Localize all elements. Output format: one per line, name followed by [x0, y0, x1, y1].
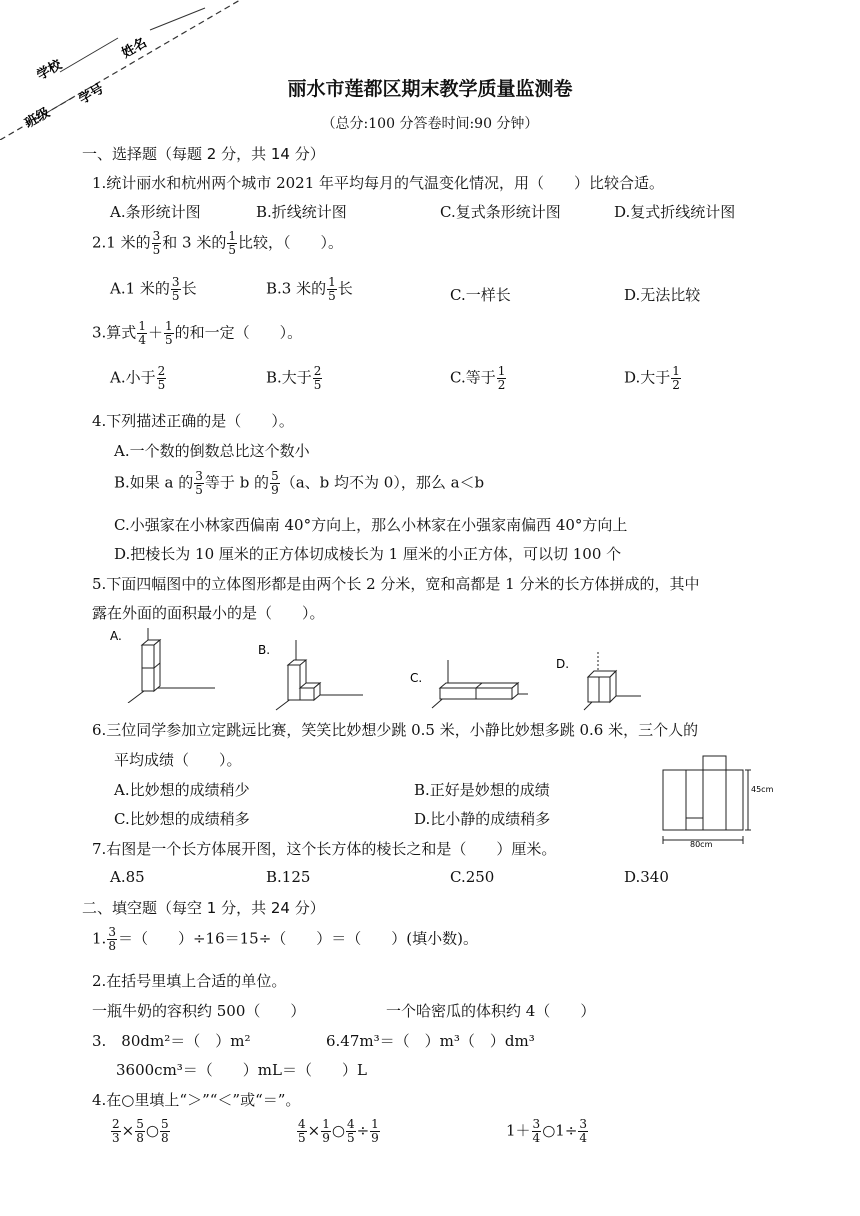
q3-option-a: A.小于 $\frac{2}{5}$	[110, 364, 166, 392]
q4-option-a: A.一个数的倒数总比这个数小	[114, 442, 310, 460]
compare-expression-3: 1＋ $\frac{3}{4}$ ○1÷ $\frac{3}{4}$	[506, 1117, 588, 1145]
fill-q3-b: 6.47m³＝（ ）m³（ ）dm³	[326, 1032, 535, 1050]
q1-option-d: D.复式折线统计图	[614, 203, 736, 221]
section2-heading: 二、填空题（每空 1 分，共 24 分）	[82, 899, 325, 917]
section1-heading: 一、选择题（每题 2 分，共 14 分）	[82, 145, 325, 163]
svg-text:B.: B.	[258, 643, 271, 657]
q7-option-d: D.340	[624, 868, 669, 886]
binding-school: 学校	[34, 57, 65, 84]
fill-q2-right: 一个哈密瓜的体积约 4（ ）	[386, 1002, 596, 1020]
q5-line2: 露在外面的面积最小的是（ ）。	[92, 604, 325, 622]
page-subtitle: （总分:100 分答卷时间:90 分钟）	[321, 116, 539, 132]
q5-figure-b	[258, 640, 368, 715]
q7-option-b: B.125	[266, 868, 311, 886]
fill-q3-a: 3. 80dm²＝（ ）m²	[92, 1032, 251, 1050]
fill-q4-stem: 4.在○里填上“＞”“＜”或“＝”。	[92, 1091, 301, 1109]
q6-option-c: C.比妙想的成绩稍多	[114, 810, 250, 828]
q2-option-d: D.无法比较	[624, 286, 701, 304]
q6-option-b: B.正好是妙想的成绩	[414, 781, 550, 799]
q3-option-d: D.大于 $\frac{1}{2}$	[624, 364, 680, 392]
q3-option-c: C.等于 $\frac{1}{2}$	[450, 364, 506, 392]
q3-stem: 3.算式 $\frac{1}{4}$ ＋ $\frac{1}{5}$ 的和一定（ ）。	[92, 319, 303, 347]
q2-option-a: A.1 米的 $\frac{3}{5}$ 长	[110, 275, 197, 303]
q7-option-c: C.250	[450, 868, 495, 886]
q1-option-c: C.复式条形统计图	[440, 203, 561, 221]
q4-option-c: C.小强家在小林家西偏南 40°方向上，那么小林家在小强家南偏西 40°方向上	[114, 516, 628, 534]
q4-option-d: D.把棱长为 10 厘米的正方体切成棱长为 1 厘米的小正方体，可以切 100 个	[114, 545, 622, 563]
q2-option-b: B.3 米的 $\frac{1}{5}$ 长	[266, 275, 353, 303]
q5-figure-a	[110, 628, 220, 703]
q7-option-a: A.85	[110, 868, 145, 886]
page-title: 丽水市莲都区期末教学质量监测卷	[287, 78, 573, 100]
q6-option-d: D.比小静的成绩稍多	[414, 810, 551, 828]
q6-line1: 6.三位同学参加立定跳远比赛，笑笑比妙想少跳 0.5 米，小静比妙想多跳 0.6 米，三个人的	[92, 721, 699, 739]
compare-expression-2: $\frac{4}{5}$ × $\frac{1}{9}$ ○ $\frac{4}{5}$ ÷ $\frac{1}{9}$	[298, 1117, 379, 1145]
svg-text:C.: C.	[410, 671, 423, 685]
binding-class: 班级	[22, 105, 53, 132]
svg-text:80cm: 80cm	[690, 840, 713, 849]
cuboid-net-figure	[658, 752, 780, 850]
svg-text:A.: A.	[110, 629, 122, 643]
q1-stem: 1.统计丽水和杭州两个城市 2021 年平均每月的气温变化情况，用（ ）比较合适。	[92, 174, 665, 192]
q6-option-a: A.比妙想的成绩稍少	[114, 781, 250, 799]
binding-student-no: 学号	[76, 81, 107, 108]
fill-q1: 1. $\frac{3}{8}$ ＝（ ）÷16＝15÷（ ）＝（ ）(填小数)。	[92, 925, 478, 953]
q1-option-a: A.条形统计图	[110, 203, 201, 221]
q2-option-c: C.一样长	[450, 286, 511, 304]
q7-stem: 7.右图是一个长方体展开图，这个长方体的棱长之和是（ ）厘米。	[92, 840, 557, 858]
compare-expression-1: $\frac{2}{3}$ × $\frac{5}{8}$ ○ $\frac{5}{8}$	[112, 1117, 169, 1145]
svg-text:D.: D.	[556, 657, 570, 671]
q5-figure-c	[410, 660, 530, 710]
fill-q2-stem: 2.在括号里填上合适的单位。	[92, 972, 287, 990]
q6-line2: 平均成绩（ ）。	[114, 751, 242, 769]
q5-line1: 5.下面四幅图中的立体图形都是由两个长 2 分米，宽和高都是 1 分米的长方体拼成的，其中	[92, 575, 700, 593]
q5-figure-d	[556, 652, 646, 712]
fill-q3-c: 3600cm³＝（ ）mL＝（ ）L	[116, 1061, 367, 1079]
q4-stem: 4.下列描述正确的是（ ）。	[92, 412, 294, 430]
q2-stem: 2.1 米的 $\frac{3}{5}$ 和 3 米的 $\frac{1}{5}$ 比较，（ ）。	[92, 229, 344, 257]
fill-q2-left: 一瓶牛奶的容积约 500（ ）	[92, 1002, 306, 1020]
binding-name: 姓名	[119, 35, 150, 62]
svg-text:45cm: 45cm	[751, 785, 774, 794]
q1-option-b: B.折线统计图	[256, 203, 347, 221]
fraction: $\frac{3}{5}$	[152, 229, 161, 257]
q3-option-b: B.大于 $\frac{2}{5}$	[266, 364, 322, 392]
q4-option-b: B.如果 a 的 $\frac{3}{5}$ 等于 b 的 $\frac{5}{9}$ （a、b 均不为 0），那么 a＜b	[114, 469, 485, 497]
fraction: $\frac{1}{5}$	[228, 229, 236, 257]
